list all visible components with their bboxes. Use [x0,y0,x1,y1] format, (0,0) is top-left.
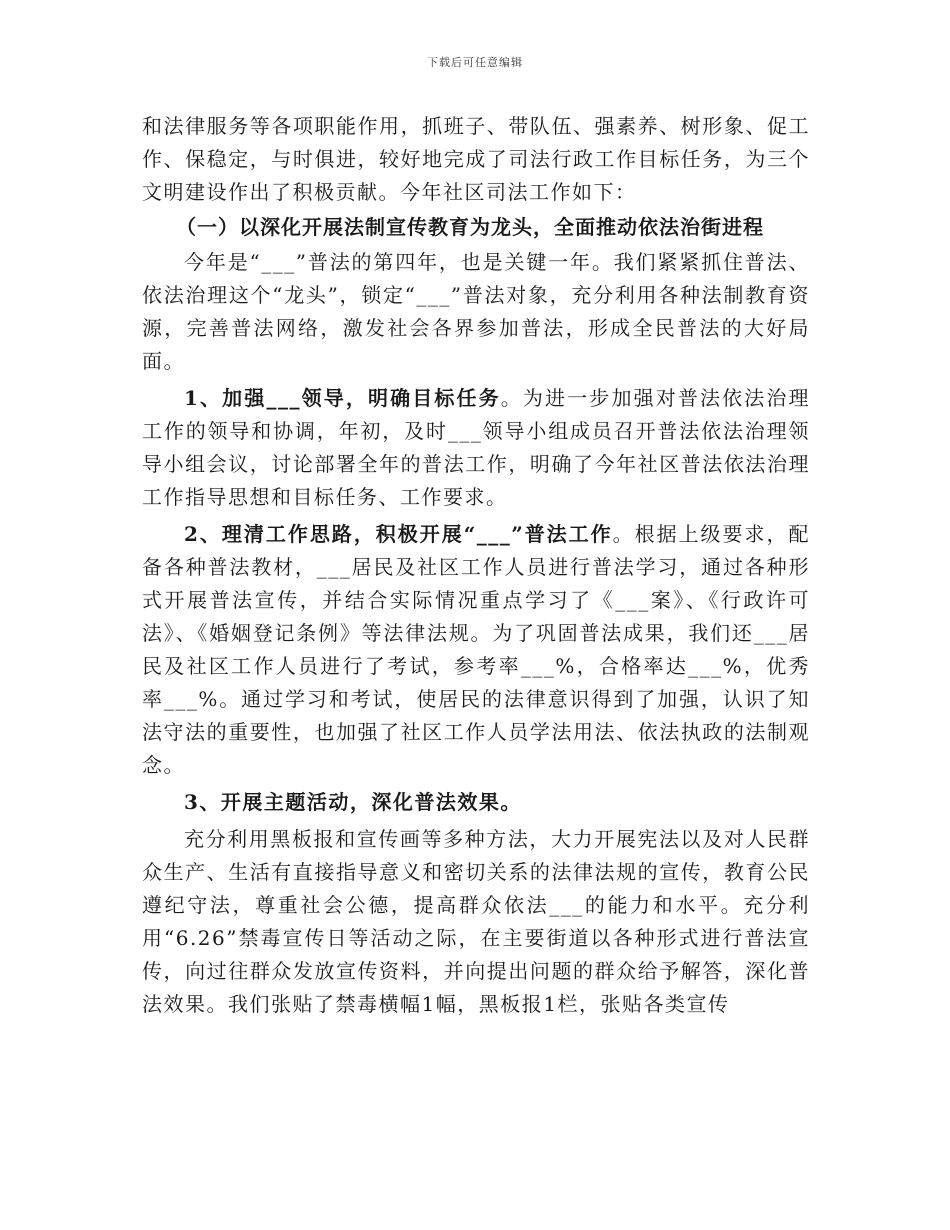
item-3-title: 3、开展主题活动，深化普法效果。 [184,790,522,814]
item-1-paragraph [142,382,810,514]
page-header: 下载后可任意编辑 [427,56,523,69]
paragraph-1: 今年是“___”普法的第四年，也是关键一年。我们紧紧抓住普法、依法治理这个“龙头”，锁定“___”普法对象，充分利用各种法制教育资源，完善普法网络，激发社会各界参加普法，形成全民普法的大好局面。 [142,250,810,373]
item-2-title: 2、理清工作思路，积极开展“___”普法工作 [184,522,613,546]
item-1-title: 1、加强___领导，明确目标任务 [184,386,501,410]
intro-paragraph: 和法律服务等各项职能作用，抓班子、带队伍、强素养、树形象、促工作、保稳定，与时俱进，较好地完成了司法行政工作目标任务，为三个文明建设作出了积极贡献。今年社区司法工作如下： [142,114,810,204]
item-1-body: 。为进一步加强对普法依法治理工作的领导和协调，年初，及时___领导小组成员召开普法依法治理领导小组会议，讨论部署全年的普法工作，明确了今年社区普法依法治理工作指导思想和目标任务、工作要求。 [142,386,811,509]
item-2-body: 。根据上级要求，配备各种普法教材，___居民及社区工作人员进行普法学习，通过各种形式开展普法宣传，并结合实际情况重点学习了《___案》、《行政许可法》、《婚姻登记条例》等法律法规。为了巩固普法成果，我们还___居民及社区工作人员进行了考试，参考率___%，合格率达___%，优秀率___%。通过学习和考试，使居民的法律意识得到了加强，认识了知法守法的重要性，也加强了社区工作人员学法用法、依法执政的法制观念。 [142,522,810,777]
item-2-paragraph [142,518,810,782]
document-body [142,110,810,1021]
paragraph-3: 充分利用黑板报和宣传画等多种方法，大力开展宪法以及对人民群众生产、生活有直接指导意义和密切关系的法律法规的宣传，教育公民遵纪守法，尊重社会公德，提高群众依法___的能力和水平。充分利用“6.26”禁毒宣传日等活动之际，在主要街道以各种形式进行普法宣传，向过往群众发放宣传资料，并向提出问题的群众给予解答，深化普法效果。我们张贴了禁毒横幅1幅，黑板报1栏，张贴各类宣传 [142,827,810,1016]
section-title-1: （一）以深化开展法制宣传教育为龙头，全面推动依法治街进程 [176,215,764,239]
